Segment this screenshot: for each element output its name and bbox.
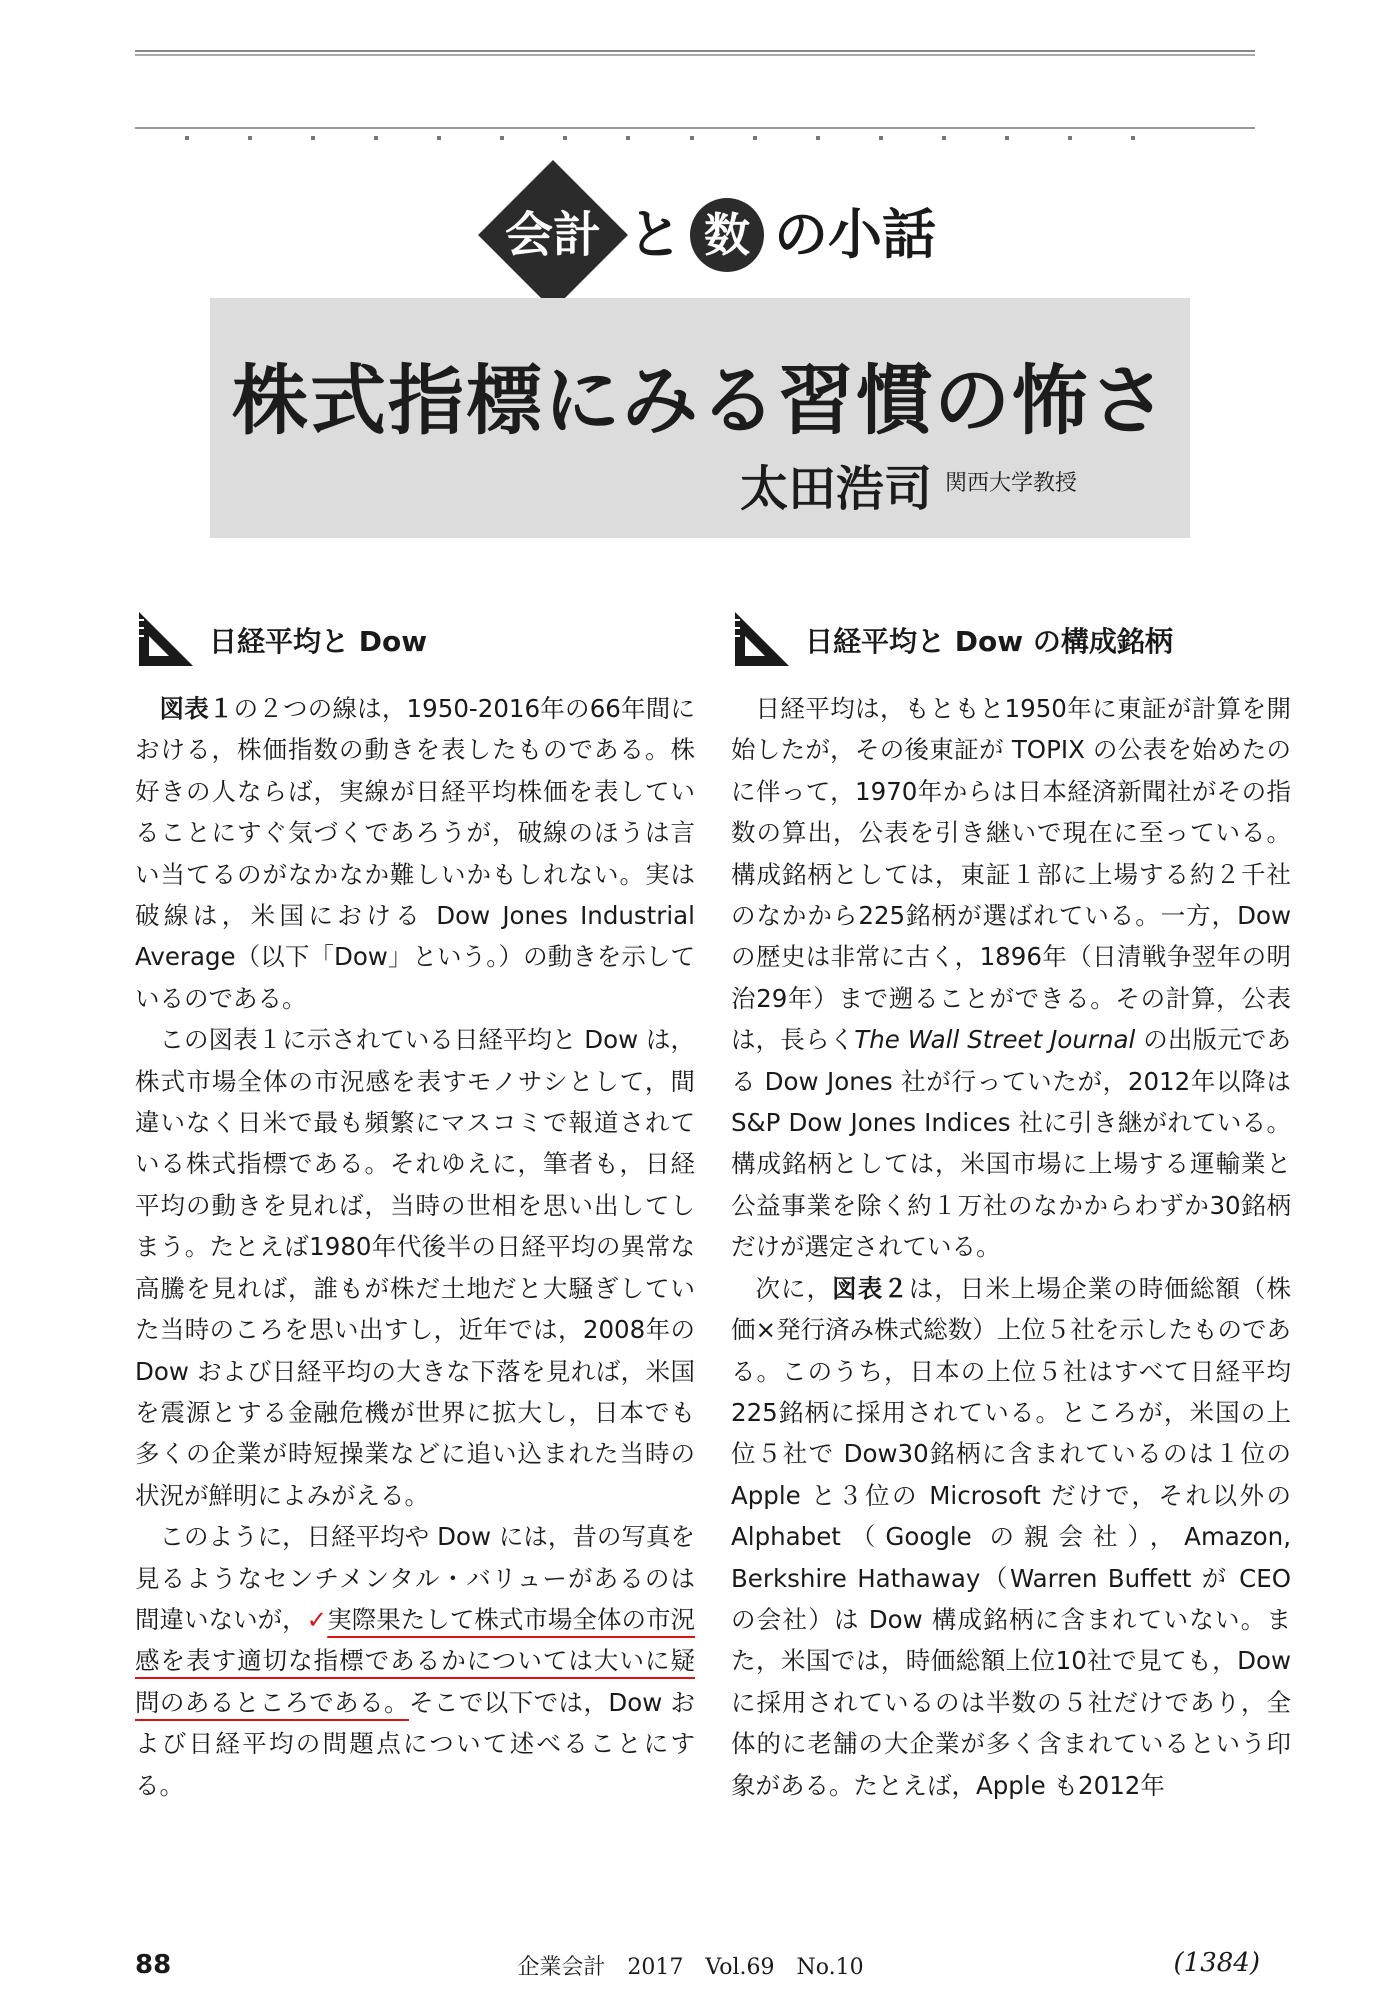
author-name: 太田浩司 — [740, 461, 933, 517]
paragraph — [135, 1516, 695, 1806]
series-suffix: の小話 — [774, 203, 936, 266]
paragraph — [731, 688, 1291, 1268]
right-column — [731, 608, 1291, 1806]
title-banner — [210, 298, 1190, 538]
paragraph-text: そこで以下では，Dow および日経平均の問題点について述べることにする。 — [135, 1687, 695, 1800]
underlined-passage: 実際果たして株式市場全体の市況感を表す適切な指標であるかについては大いに疑問のあるところである。 — [135, 1604, 696, 1717]
header-rule — [135, 127, 1255, 129]
author-affiliation: 関西大学教授 — [945, 471, 1078, 496]
check-mark-icon: ✓ — [306, 1604, 328, 1634]
top-double-rule — [135, 50, 1255, 56]
figure-reference: 図表１ — [159, 694, 234, 723]
article-title: 株式指標にみる習慣の怖さ — [232, 356, 1168, 445]
section-heading-text: 日経平均と Dow の構成銘柄 — [805, 625, 1173, 658]
paragraph: この図表１に示されている日経平均と Dow は，株式市場全体の市況感を表すモノサシとして，間違いなく日米で最も頻繁にマスコミで報道されている株式指標である。それゆえに，筆者も，日経平均の動きを見れば，当時の世相を思い出してしまう。たとえば1980年代後半の日経平均の異常な高騰を見れば，誰もが株だ土地だと大騒ぎしていた当時のころを思い出すし，近年では，2008年の Dow および日経平均の大きな下落を見れば，米国を震源とする金融危機が世界に拡大し，日本でも多くの企業が時短操業などに追い込まれた当時の状況が鮮明によみがえる。 — [135, 1025, 695, 1510]
series-title — [478, 160, 938, 310]
decorative-dot-row — [185, 136, 1135, 142]
paragraph-text: の出版元である Dow Jones 社が行っていたが，2012年以降は S&P Dow Jones Indices 社に引き継がれている。構成銘柄としては，米国市場に上場する運輸業と公益事業を除く約１万社のなかからわずか30銘柄だけが選定されている。 — [731, 1025, 1292, 1262]
series-badge-text: 会計 — [504, 207, 601, 263]
paragraph-text: は，日米上場企業の時価総額（株価×発行済み株式総数）上位５社を示したものである。このうち，日本の上位５社はすべて日経平均225銘柄に採用されている。ところが，米国の上位５社で Dow30銘柄に含まれているのは１位の Apple と３位の Microsoft だけで，それ以外の Alphabet（Google の親会社），Amazon, Berkshire Hathaway（Warren Buffett が CEO の会社）は Dow 構成銘柄に含まれていない。また，米国では，時価総額上位10社で見ても，Dow に採用されているのは半数の５社だけであり，全体的に老舗の大企業が多く含まれているという印象がある。たとえば，Apple も2012年 — [731, 1273, 1292, 1800]
set-square-icon — [135, 608, 197, 670]
journal-citation: 企業会計 2017 Vol.69 No.10 — [517, 1955, 864, 1980]
serial-page-number: (1384) — [1173, 1948, 1260, 1978]
paragraph-text: 日経平均は，もともと1950年に東証が計算を開始したが，その後東証が TOPIX の公表を始めたのに伴って，1970年からは日本経済新聞社がその指数の算出，公表を引き継いで現在に至っている。構成銘柄としては，東証１部に上場する約２千社のなかから225銘柄が選ばれている。一方，Dow の歴史は非常に古く，1896年（日清戦争翌年の明治29年）まで遡ることができる。その計算，公表は，長らく — [731, 694, 1291, 1055]
publication-title: The Wall Street Journal — [854, 1025, 1136, 1055]
figure-reference: 図表２ — [832, 1273, 909, 1303]
paragraph-text: の２つの線は，1950-2016年の66年間における，株価指数の動きを表したものである。株好きの人ならば，実線が日経平均株価を表していることにすぐ気づくであろうが，破線のほうは言い当てるのがなかなか難しいかもしれない。実は破線は，米国における Dow Jones Industrial Average（以下「Dow」という。）の動きを示しているのである。 — [135, 694, 696, 1013]
page-number: 88 — [135, 1950, 172, 1980]
section-heading — [731, 608, 1291, 678]
paragraph — [731, 1268, 1291, 1806]
series-diamond-badge — [478, 160, 628, 310]
left-column — [135, 608, 695, 1806]
section-heading-text: 日経平均と Dow — [209, 625, 428, 658]
paragraph — [135, 688, 695, 1019]
series-circle-badge: 数 — [690, 198, 764, 272]
section-heading — [135, 608, 695, 678]
set-square-icon — [731, 608, 793, 670]
paragraph-text: このように，日経平均や Dow には，昔の写真を見るようなセンチメンタル・バリューがあるのは間違いないが， — [135, 1522, 695, 1634]
series-connector: と — [628, 203, 682, 266]
paragraph-text: 次に， — [755, 1273, 833, 1303]
